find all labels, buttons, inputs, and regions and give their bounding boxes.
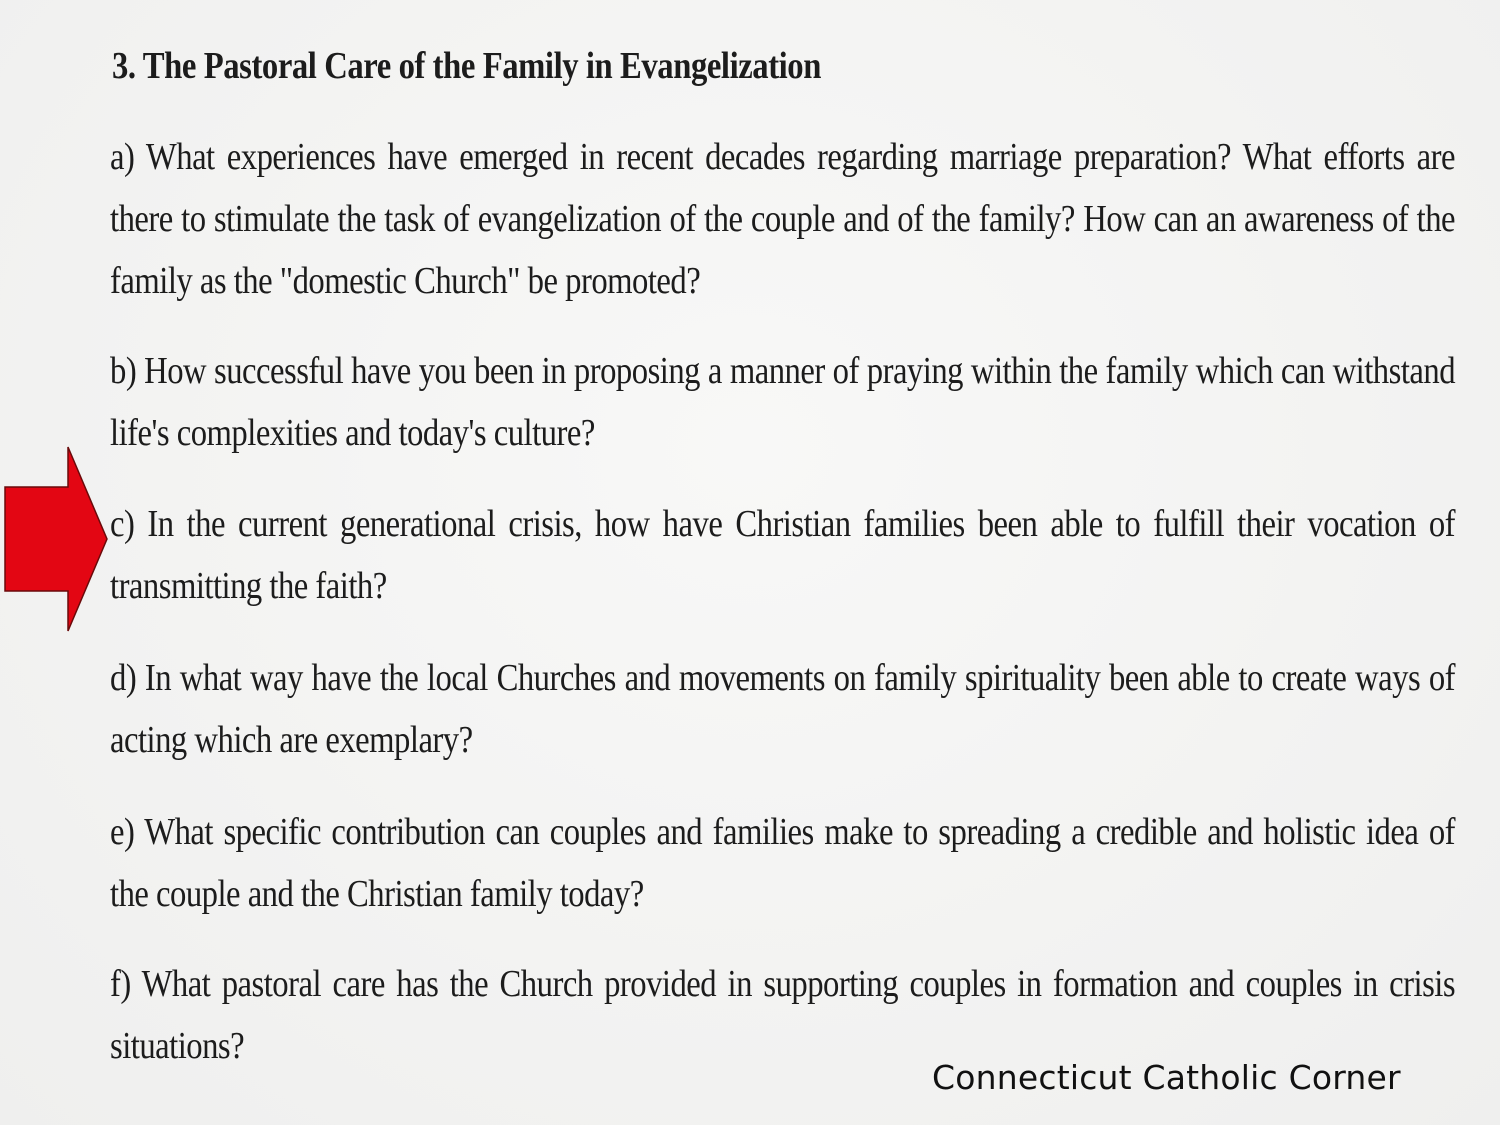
question-b (110, 340, 1455, 464)
question-e (110, 801, 1455, 925)
question-a-text: a) What experiences have emerged in recent decades regarding marriage preparation? What efforts are there to stimulate the task of evangelization of the couple and of the family? How can an awareness of the family as the "domestic Church" be promoted? (110, 136, 1456, 302)
right-arrow-icon (4, 445, 108, 633)
question-a (110, 126, 1455, 312)
question-f-text: f) What pastoral care has the Church provided in supporting couples in formation and couples in crisis situations? (110, 963, 1456, 1067)
question-c-text: c) In the current generational crisis, how have Christian families been able to fulfill their vocation of transmitting the faith? (110, 503, 1456, 607)
question-e-text: e) What specific contribution can couples and families make to spreading a credible and holistic idea of the couple and the Christian family today? (110, 811, 1456, 915)
question-c (110, 493, 1455, 617)
question-b-text: b) How successful have you been in proposing a manner of praying within the family which can withstand life's complexities and today's culture? (110, 350, 1456, 454)
section-heading: 3. The Pastoral Care of the Family in Evangelization (112, 45, 821, 87)
footer-credit: Connecticut Catholic Corner (932, 1058, 1401, 1097)
question-d (110, 647, 1455, 771)
question-d-text: d) In what way have the local Churches and movements on family spirituality been able to create ways of acting which are exemplary? (110, 657, 1456, 761)
